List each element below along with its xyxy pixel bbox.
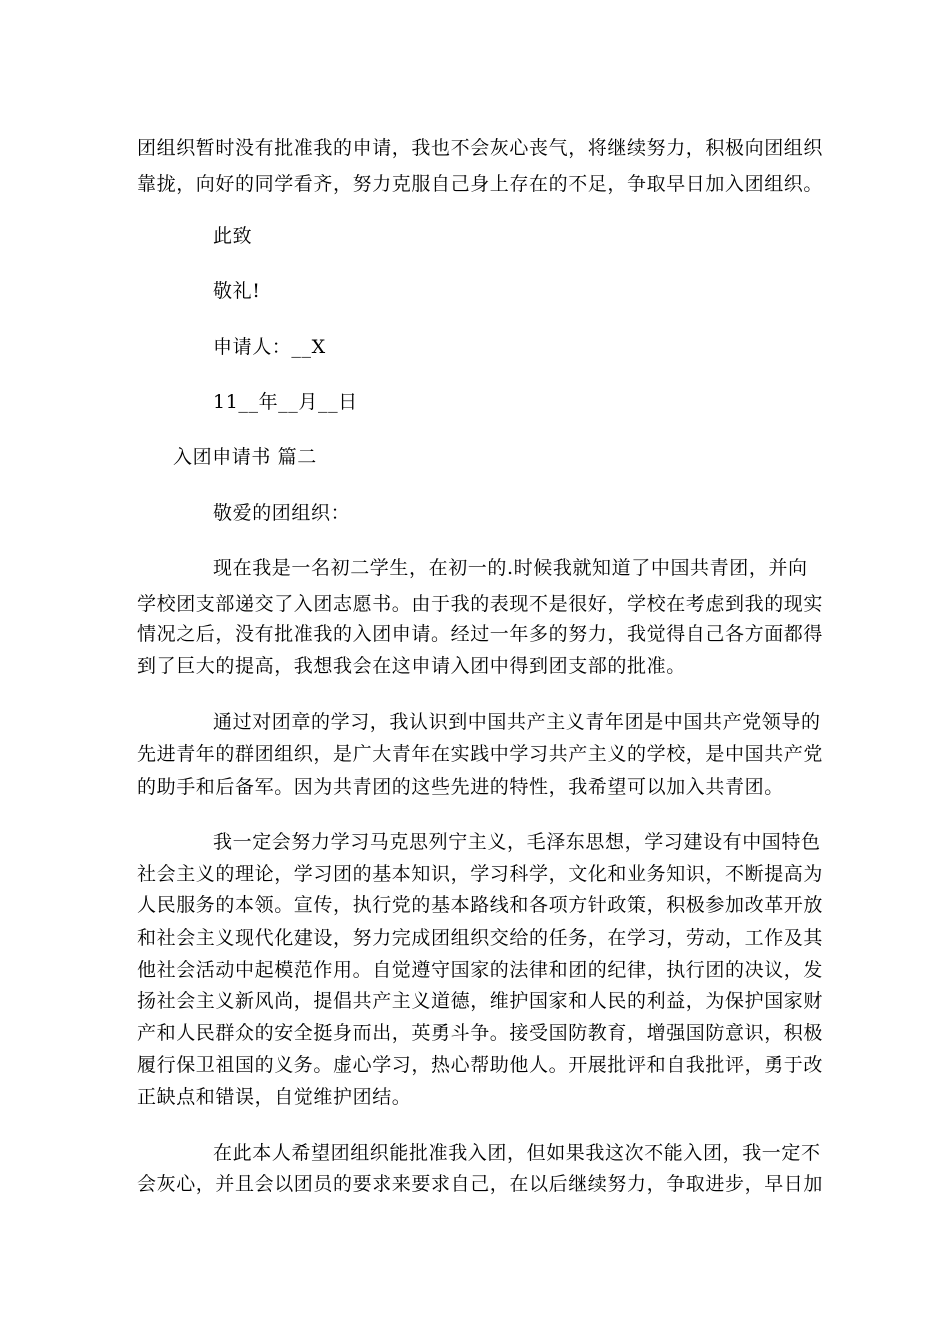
paragraph-line: 学校团支部递交了入团志愿书。由于我的表现不是很好，学校在考虑到我的现实 — [137, 593, 824, 615]
paragraph-line: 情况之后，没有批准我的入团申请。经过一年多的努力，我觉得自己各方面都得 — [137, 623, 824, 645]
paragraph-line: 正缺点和错误，自觉维护团结。 — [137, 1086, 412, 1108]
application-date: 11__年__月__日 — [213, 391, 358, 413]
paragraph-line: 产和人民群众的安全挺身而出，英勇斗争。接受国防教育，增强国防意识，积极 — [137, 1022, 824, 1044]
applicant-signature: 申请人：__X — [213, 336, 326, 358]
paragraph-line: 现在我是一名初二学生，在初一的.时候我就知道了中国共青团，并向 — [213, 557, 808, 579]
paragraph-line: 我一定会努力学习马克思列宁主义，毛泽东思想，学习建设有中国特色 — [213, 831, 821, 853]
paragraph-line: 通过对团章的学习，我认识到中国共产主义青年团是中国共产党领导的 — [213, 711, 821, 733]
paragraph-line: 和社会主义现代化建设，努力完成团组织交给的任务，在学习，劳动，工作及其 — [137, 927, 824, 949]
closing-salutation: 此致 — [213, 225, 253, 247]
paragraph-line: 会灰心，并且会以团员的要求来要求自己，在以后继续努力，争取进步，早日加 — [137, 1173, 824, 1195]
paragraph-line: 在此本人希望团组织能批准我入团，但如果我这次不能入团，我一定不 — [213, 1142, 821, 1164]
closing-respect: 敬礼! — [213, 280, 261, 302]
paragraph-line: 社会主义的理论，学习团的基本知识，学习科学，文化和业务知识，不断提高为 — [137, 863, 824, 885]
paragraph-line: 靠拢，向好的同学看齐，努力克服自己身上存在的不足，争取早日加入团组织。 — [137, 173, 824, 195]
paragraph-line: 他社会活动中起模范作用。自觉遵守国家的法律和团的纪律，执行团的决议，发 — [137, 959, 824, 981]
paragraph-line: 扬社会主义新风尚，提倡共产主义道德，维护国家和人民的利益，为保护国家财 — [137, 990, 824, 1012]
paragraph-line: 到了巨大的提高，我想我会在这申请入团中得到团支部的批准。 — [137, 655, 686, 677]
paragraph-line: 团组织暂时没有批准我的申请，我也不会灰心丧气，将继续努力，积极向团组织 — [137, 137, 824, 159]
paragraph-line: 的助手和后备军。因为共青团的这些先进的特性，我希望可以加入共青团。 — [137, 776, 784, 798]
section-heading: 入团申请书 篇二 — [173, 446, 317, 468]
paragraph-line: 先进青年的群团组织，是广大青年在实践中学习共产主义的学校，是中国共产党 — [137, 743, 824, 765]
paragraph-line: 履行保卫祖国的义务。虚心学习，热心帮助他人。开展批评和自我批评，勇于改 — [137, 1054, 824, 1076]
paragraph-line: 人民服务的本领。宣传，执行党的基本路线和各项方针政策，积极参加改革开放 — [137, 894, 824, 916]
greeting: 敬爱的团组织： — [213, 502, 351, 524]
